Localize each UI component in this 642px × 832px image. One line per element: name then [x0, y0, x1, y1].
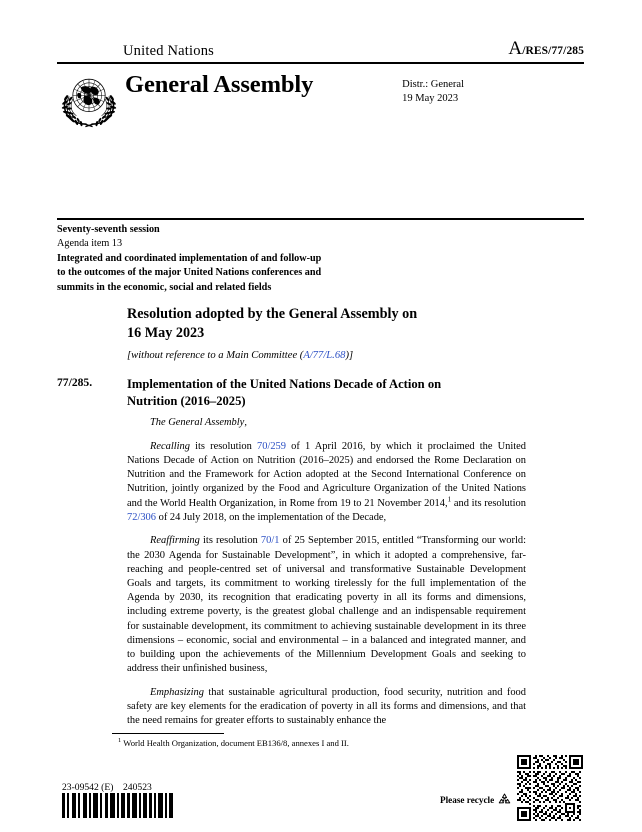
agenda-title-line-2: to the outcomes of the major United Nations conferences and [57, 267, 322, 279]
masthead [57, 38, 584, 129]
agenda-title-line-3: summits in the economic, social and related fields [57, 281, 272, 293]
resolution-link-70-259[interactable]: 70/259 [257, 440, 286, 452]
resolution-adopted-line-1: Resolution adopted by the General Assembly on [127, 306, 418, 322]
footnote-marker-1[interactable]: 1 [447, 495, 452, 504]
resolution-link-70-1[interactable]: 70/1 [260, 535, 280, 547]
session-number: Seventy-seventh session [57, 224, 160, 235]
resolution-body [127, 416, 526, 738]
p1-text-c: and its resolution [451, 497, 526, 509]
resolution-adopted-heading [127, 305, 547, 344]
resolution-number: 77/285. [57, 376, 93, 389]
footnote-text: World Health Organization, document EB136/8, annexes I and II. [121, 738, 349, 748]
job-number: 23-09542 (E) 240523 [62, 782, 152, 793]
masthead-rule [57, 62, 584, 64]
salutation-comma: , [244, 417, 247, 428]
session-rule [57, 218, 584, 220]
p2-text-a: its resolution [199, 535, 261, 547]
distribution-type: Distr.: General [402, 79, 464, 90]
document-symbol [508, 38, 584, 60]
agenda-title-line-1: Integrated and coordinated implementation of and follow-up [57, 252, 322, 264]
recycle-icon [497, 792, 512, 807]
footnote-1 [118, 738, 518, 749]
preamble-paragraph-recalling [127, 440, 526, 525]
paragraph-lead-recalling: Recalling [150, 440, 190, 452]
resolution-title-row [57, 376, 584, 410]
paragraph-lead-reaffirming: Reaffirming [150, 535, 200, 547]
resolution-adopted-line-2: 16 May 2023 [127, 325, 205, 342]
recycle-label: Please recycle [440, 794, 495, 805]
committee-bracket-close: )] [345, 350, 354, 361]
p1-text-a: its resolution [190, 440, 257, 452]
preamble-paragraph-emphasizing [127, 686, 526, 729]
committee-bracket-open: [ [127, 350, 132, 361]
document-date: 19 May 2023 [402, 92, 459, 104]
qr-code [517, 755, 583, 821]
resolution-title: Implementation of the United Nations Decade of Action on Nutrition (2016–2025) [127, 377, 442, 409]
masthead-top-row [57, 38, 584, 62]
organ-title: General Assembly [125, 71, 314, 98]
salutation-paragraph [127, 416, 526, 430]
p3-text-a: that sustainable agricultural production, food security, nutrition and food safety are key elements for the eradication of poverty in all its forms and dimensions, and that the need remains for greater efforts to sustainably enhance the [127, 686, 526, 727]
committee-note-text: without reference to a Main Committee ( [131, 350, 304, 361]
p1-text-b: of 1 April 2016, by which it proclaimed the United Nations Decade of Action on Nutrition (2016–2025) and endorsed the Rome Declaration on Nutrition and the Framework for Action adopted at the Second International Conference on Nutrition, jointly organized by the Food and Agriculture Organization of the United Nations and the World Health Organization, in Rome from 19 to 21 November 2014, [127, 440, 526, 509]
committee-document-link[interactable]: A/77/L.68 [303, 350, 346, 361]
committee-note [127, 350, 353, 361]
document-symbol-prefix: A [508, 38, 523, 59]
resolution-link-72-306[interactable]: 72/306 [127, 511, 156, 523]
salutation-text: The General Assembly [150, 417, 245, 428]
recycle-notice [440, 792, 512, 807]
masthead-body [57, 69, 584, 129]
paragraph-lead-emphasizing: Emphasizing [150, 686, 204, 698]
document-symbol-suffix: /RES/77/285 [522, 45, 584, 57]
un-emblem-icon [59, 69, 119, 129]
p2-text-b: of 25 September 2015, entitled “Transforming our world: the 2030 Agenda for Sustainable Development”, in which it adopted a comprehensive, far-reaching and people-centred set of universal and transformative Sustainable Development Goals and targets, its commitment to working tirelessly for the full implementation of the Agenda by 2030, its recognition that eradicating poverty in all its forms and dimensions, including extreme poverty, is the greatest global challenge and an indispensable requirement for sustainable development, its commitment to achieving sustainable development in its three dimensions – economic, social and environmental – in a balanced and integrated manner, and to building upon the achievements of the Millennium Development Goals and seeking to address their unfinished business, [127, 535, 527, 675]
distribution-block [402, 78, 464, 106]
barcode [62, 793, 173, 818]
p1-text-d: of 24 July 2018, on the implementation of the Decade, [156, 511, 387, 523]
footnote-separator [112, 733, 224, 734]
footnote-number: 1 [118, 737, 122, 745]
organization-name: United Nations [123, 43, 214, 59]
agenda-item: Agenda item 13 [57, 238, 123, 250]
session-block [57, 223, 584, 295]
preamble-paragraph-reaffirming [127, 534, 526, 676]
